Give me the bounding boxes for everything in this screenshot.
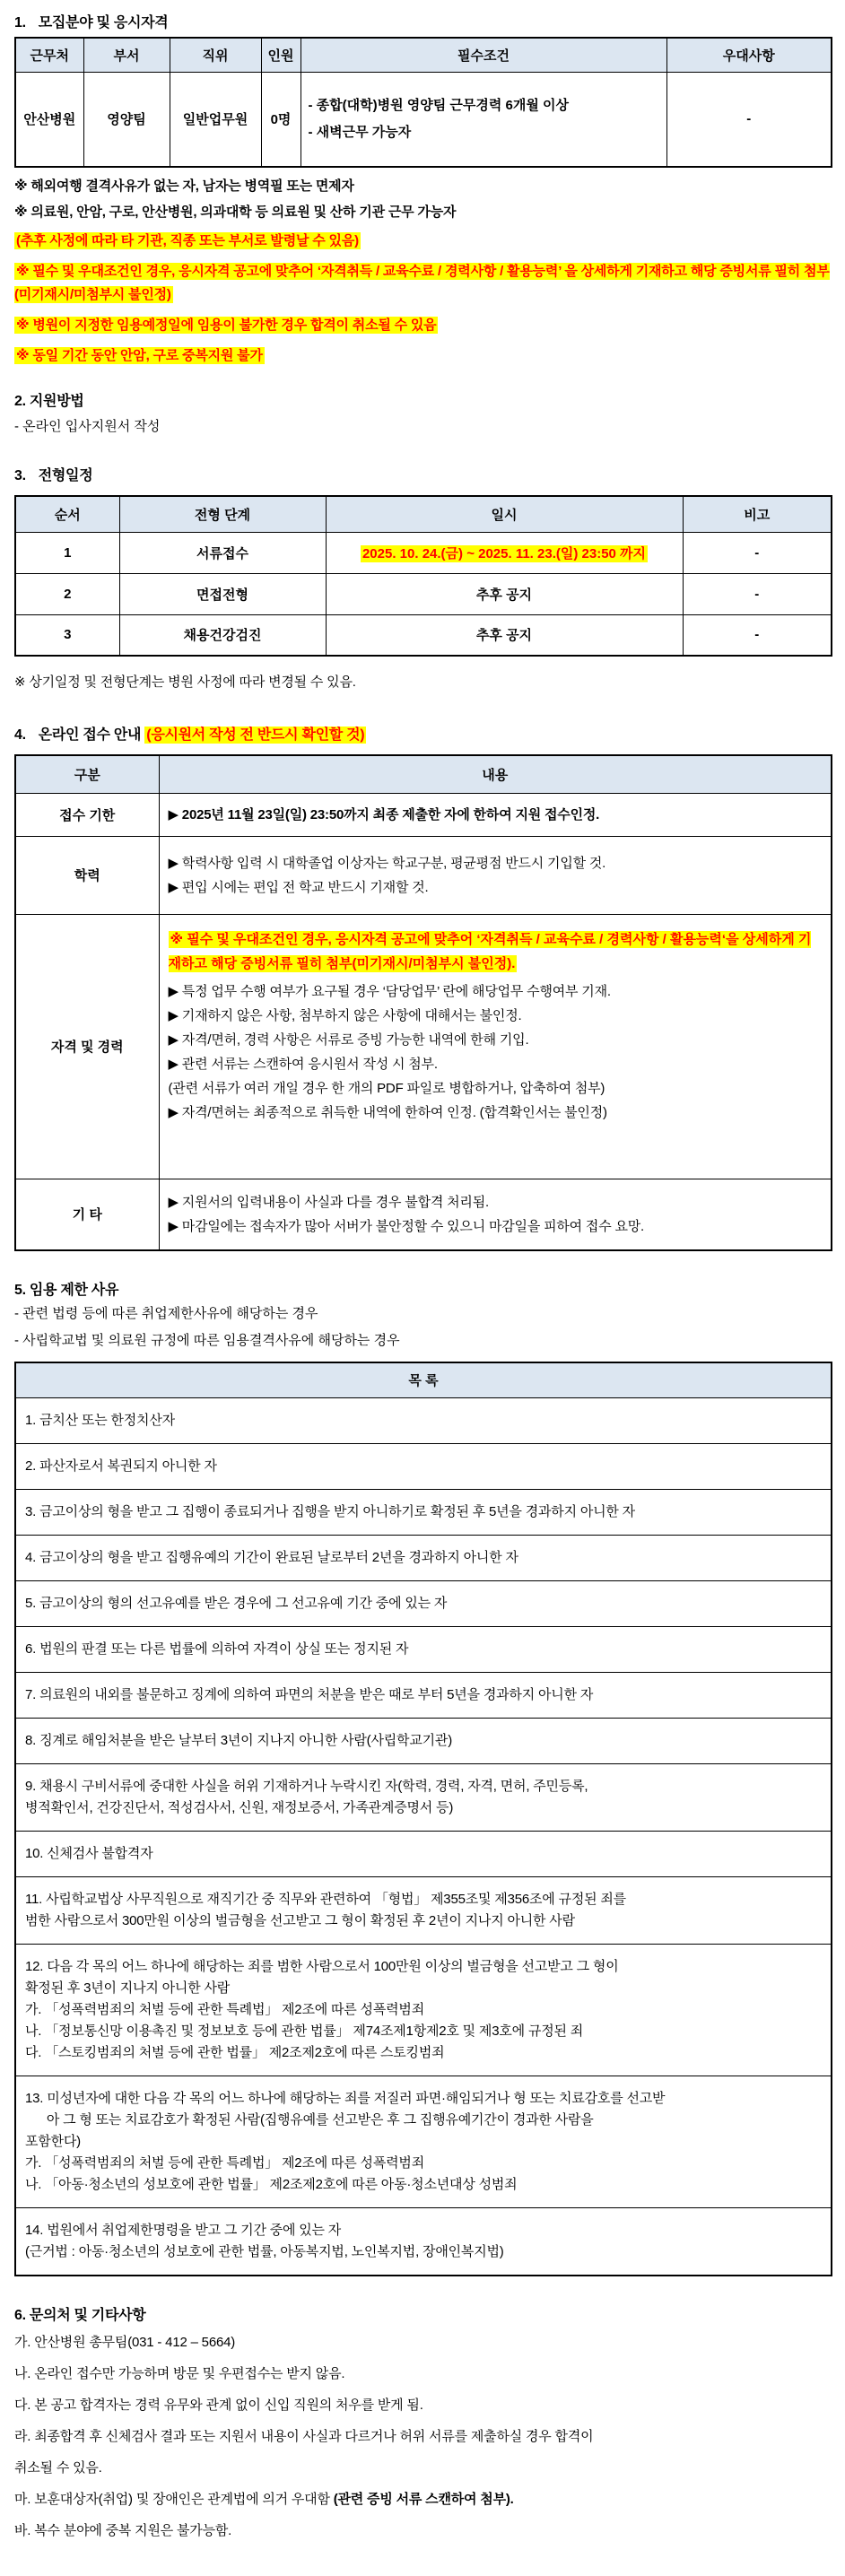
section4-number: 4. (14, 727, 26, 743)
list-item: 10. 신체검사 불합격자 (15, 1832, 832, 1877)
section3-title-text: 전형일정 (38, 468, 93, 483)
department-cell: 영양팀 (83, 72, 170, 167)
requirement-line: - 종합(대학)병원 영양팀 근무경력 6개월 이상 (308, 97, 569, 113)
list-item: 14. 법원에서 취업제한명령을 받고 그 기간 중에 있는 자 (근거법 : 아동·청소년의 성보호에 관한 법률, 아동복지법, 노인복지법, 장애인복지법) (15, 2208, 832, 2276)
highlight-note: ※ 필수 및 우대조건인 경우, 응시자격 공고에 맞추어 ‘자격취득 / 교육수료 / 경력사항 / 활용능력’ 을 상세하게 기재하고 해당 증빙서류 필히 첨부(미기재시/미첨부시 불인정) (14, 264, 830, 302)
guide-item: ▶ 자격/면허는 최종적으로 취득한 내역에 한하여 인정. (합격확인서는 불인정) (168, 1104, 607, 1120)
list-item: 13. 미성년자에 대한 다음 각 목의 어느 하나에 해당하는 죄를 저질러 파면·해임되거나 형 또는 치료감호를 선고받 아 그 형 또는 치료감호가 확정된 사람(집행유예를 선고받은 후 그 집행유예기간이 경과한 사람을 포함한다) 가. 「성폭력범죄의 처벌 등에 관한 특례법」 제2조에 따른 성폭력범죄 나. 「아동·청소년의 성보호에 관한 법률」 제2조제2호에 따른 아동·청소년대상 성범죄 (15, 2076, 832, 2208)
section1-title-text: 모집분야 및 응시자격 (38, 15, 169, 30)
col-header-preference: 우대사항 (666, 38, 832, 72)
stage-cell: 서류접수 (119, 532, 326, 573)
section1-number: 1. (14, 15, 26, 30)
guide-item: ▶ 마감일에는 접속자가 많아 서버가 불안정할 수 있으니 마감일을 피하여 접수 요망. (168, 1218, 645, 1234)
list-item: 3. 금고이상의 형을 받고 그 집행이 종료되거나 집행을 받지 아니하기로 확정된 후 5년을 경과하지 아니한 자 (15, 1490, 832, 1536)
list-item: 9. 채용시 구비서류에 중대한 사실을 허위 기재하거나 누락시킨 자(학력, 경력, 자격, 면허, 주민등록, 병적확인서, 건강진단서, 적성검사서, 신원, 재정보증서, 가족관계증명서 등) (15, 1764, 832, 1832)
section5-title: 5. 임용 제한 사유 (14, 1282, 119, 1298)
guide-item: (관련 서류가 여러 개일 경우 한 개의 PDF 파일로 병합하거나, 압축하여 첨부) (168, 1080, 605, 1096)
list-item: 1. 금치산 또는 한정치산자 (15, 1398, 832, 1444)
table-row (15, 1179, 832, 1250)
table-row (15, 914, 832, 1179)
col-header-stage: 전형 단계 (119, 496, 326, 532)
preference-cell: - (666, 72, 832, 167)
list-item: 6. 법원의 판결 또는 다른 법률에 의하여 자격이 상실 또는 정지된 자 (15, 1627, 832, 1673)
category-cell: 학력 (15, 836, 159, 914)
highlight-note: ※ 병원이 지정한 임용예정일에 임용이 불가한 경우 합격이 취소될 수 있음 (16, 318, 437, 333)
order-cell: 1 (15, 532, 119, 573)
remark-cell: - (683, 573, 832, 614)
guide-item: ▶ 자격/면허, 경력 사항은 서류로 증빙 가능한 내역에 한해 기입. (168, 1031, 529, 1048)
deadline-highlight: 2025. 10. 24.(금) ~ 2025. 11. 23.(일) 23:50 까지 (362, 545, 647, 561)
section-employment-restrictions (14, 1278, 832, 2277)
table-row (15, 532, 832, 573)
col-header-department: 부서 (83, 38, 170, 72)
contact-line: 바. 복수 분야에 중복 지원은 불가능함. (14, 2523, 232, 2538)
remark-cell: - (683, 614, 832, 656)
recruitment-table (14, 37, 832, 168)
bold-attachment-note: (관련 증빙 서류 스캔하여 첨부). (333, 2492, 514, 2507)
contact-line: 다. 본 공고 합격자는 경력 유무와 관계 없이 신입 직원의 처우를 받게 됨. (14, 2398, 423, 2413)
contact-line: 가. 안산병원 총무팀(031 - 412 – 5664) (14, 2335, 236, 2350)
highlight-note: ※ 동일 기간 동안 안암, 구로 중복지원 불가 (16, 348, 263, 363)
section2-title: 2. 지원방법 (14, 394, 84, 409)
schedule-note: ※ 상기일정 및 전형단계는 병원 사정에 따라 변경될 수 있음. (14, 674, 356, 690)
section3-title (14, 464, 832, 484)
col-header-position: 직위 (170, 38, 261, 72)
section6-title: 6. 문의처 및 기타사항 (14, 2308, 146, 2323)
contact-line: 취소될 수 있음. (14, 2460, 102, 2476)
table-row (15, 573, 832, 614)
guide-item: ▶ 지원서의 입력내용이 사실과 다를 경우 불합격 처리됨. (168, 1194, 489, 1210)
col-header-workplace: 근무처 (15, 38, 83, 72)
col-header-date: 일시 (326, 496, 683, 532)
section4-title-highlight: (응시원서 작성 전 반드시 확인할 것) (146, 727, 365, 743)
col-header-requirements: 필수조건 (301, 38, 666, 72)
table-row (15, 836, 832, 914)
headcount-cell: 0명 (261, 72, 301, 167)
section-recruitment-field (14, 11, 832, 368)
col-header-headcount: 인원 (261, 38, 301, 72)
guide-item: ▶ 기재하지 않은 사항, 첨부하지 않은 사항에 대해서는 불인정. (168, 1007, 522, 1023)
restriction-intro-line: - 사립학교법 및 의료원 규정에 따른 임용결격사유에 해당하는 경우 (14, 1332, 400, 1348)
content-cell (159, 1179, 832, 1250)
list-item: 11. 사립학교법상 사무직원으로 재직기간 중 직무와 관련하여 「형법」 제355조및 제356조에 규정된 죄를 범한 사람으로서 300만원 이상의 벌금형을 선고받고 그 형이 확정된 후 2년이 지나지 아니한 사람 (15, 1877, 832, 1945)
table-row (15, 72, 832, 167)
guide-item: ▶ 편입 시에는 편입 전 학교 반드시 기재할 것. (168, 879, 429, 895)
col-header-content: 내용 (159, 755, 832, 793)
col-header-category: 구분 (15, 755, 159, 793)
col-header-list: 목 록 (15, 1362, 832, 1398)
stage-cell: 채용건강검진 (119, 614, 326, 656)
list-item: 2. 파산자로서 복권되지 아니한 자 (15, 1444, 832, 1490)
date-cell (326, 532, 683, 573)
section1-title (14, 11, 832, 31)
requirements-cell (301, 72, 666, 167)
col-header-remark: 비고 (683, 496, 832, 532)
category-cell: 기 타 (15, 1179, 159, 1250)
note-line: ※ 해외여행 결격사유가 없는 자, 남자는 병역필 또는 면제자 (14, 178, 354, 194)
contact-line: 라. 최종합격 후 신체검사 결과 또는 지원서 내용이 사실과 다르거나 허위 서류를 제출하실 경우 합격이 (14, 2429, 594, 2444)
content-cell (159, 914, 832, 1179)
restrictions-table (14, 1362, 832, 2277)
stage-cell: 면접전형 (119, 573, 326, 614)
list-item: 4. 금고이상의 형을 받고 집행유예의 기간이 완료된 날로부터 2년을 경과하지 아니한 자 (15, 1536, 832, 1581)
table-row (15, 793, 832, 836)
highlight-note: (추후 사정에 따라 타 기관, 직종 또는 부서로 발령날 수 있음) (16, 233, 359, 248)
content-cell (159, 793, 832, 836)
guide-item: ▶ 관련 서류는 스캔하여 응시원서 작성 시 첨부. (168, 1056, 438, 1072)
section-contact-info (14, 2303, 832, 2545)
section-schedule (14, 464, 832, 692)
order-cell: 3 (15, 614, 119, 656)
guide-item: ▶ 특정 업무 수행 여부가 요구될 경우 ‘담당업무’ 란에 해당업무 수행여부 기재. (168, 983, 611, 999)
contact-line: 나. 온라인 접수만 가능하며 방문 및 우편접수는 받지 않음. (14, 2366, 345, 2381)
guide-item: ▶ 2025년 11월 23일(일) 23:50까지 최종 제출한 자에 한하여 지원 접수인정. (168, 806, 600, 822)
restriction-intro-line: - 관련 법령 등에 따른 취업제한사유에 해당하는 경우 (14, 1305, 318, 1321)
list-item: 7. 의료원의 내외를 불문하고 징계에 의하여 파면의 처분을 받은 때로 부터 5년을 경과하지 아니한 자 (15, 1673, 832, 1719)
section4-title-text: 온라인 접수 안내 (38, 727, 142, 743)
order-cell: 2 (15, 573, 119, 614)
contact-line: 마. 보훈대상자(취업) 및 장애인은 관계법에 의거 우대함 (관련 증빙 서류 스캔하여 첨부). (14, 2492, 514, 2507)
position-cell: 일반업무원 (170, 72, 261, 167)
category-cell: 자격 및 경력 (15, 914, 159, 1179)
list-item: 12. 다음 각 목의 어느 하나에 해당하는 죄를 범한 사람으로서 100만원 이상의 벌금형을 선고받고 그 형이 확정된 후 3년이 지나지 아니한 사람 가. 「성폭력범죄의 처벌 등에 관한 특례법」 제2조에 따른 성폭력범죄 나. 「정보통신망 이용촉진 및 정보보호 등에 관한 법률」 제74조제1항제2호 및 제3호에 규정된 죄 다. 「스토킹범죄의 처벌 등에 관한 법률」 제2조제2호에 따른 스토킹범죄 (15, 1945, 832, 2076)
col-header-order: 순서 (15, 496, 119, 532)
remark-cell: - (683, 532, 832, 573)
list-item: 5. 금고이상의 형의 선고유예를 받은 경우에 그 선고유예 기간 중에 있는 자 (15, 1581, 832, 1627)
section3-number: 3. (14, 468, 26, 483)
requirement-line: - 새벽근무 가능자 (308, 124, 412, 140)
note-line: ※ 의료원, 안암, 구로, 안산병원, 의과대학 등 의료원 및 산하 기관 근무 가능자 (14, 205, 457, 220)
section-online-application-guide (14, 723, 832, 1251)
date-cell: 추후 공지 (326, 573, 683, 614)
content-cell (159, 836, 832, 914)
section4-title (14, 723, 832, 744)
application-method-item: - 온라인 입사지원서 작성 (14, 419, 161, 434)
online-guide-table (14, 754, 832, 1251)
category-cell: 접수 기한 (15, 793, 159, 836)
section-application-method (14, 389, 832, 439)
guide-highlight-note: ※ 필수 및 우대조건인 경우, 응시자격 공고에 맞추어 ‘자격취득 / 교육수료 / 경력사항 / 활용능력‘을 상세하게 기재하고 해당 증빙서류 필히 첨부(미기재시/미첨부시 불인정). (168, 931, 812, 971)
schedule-table (14, 495, 832, 657)
list-item: 8. 징계로 해임처분을 받은 날부터 3년이 지나지 아니한 사람(사립학교기관) (15, 1719, 832, 1764)
workplace-cell: 안산병원 (15, 72, 83, 167)
table-row (15, 614, 832, 656)
guide-item: ▶ 학력사항 입력 시 대학졸업 이상자는 학교구분, 평균평점 반드시 기입할 것. (168, 855, 606, 871)
section1-notes (14, 177, 832, 368)
date-cell: 추후 공지 (326, 614, 683, 656)
